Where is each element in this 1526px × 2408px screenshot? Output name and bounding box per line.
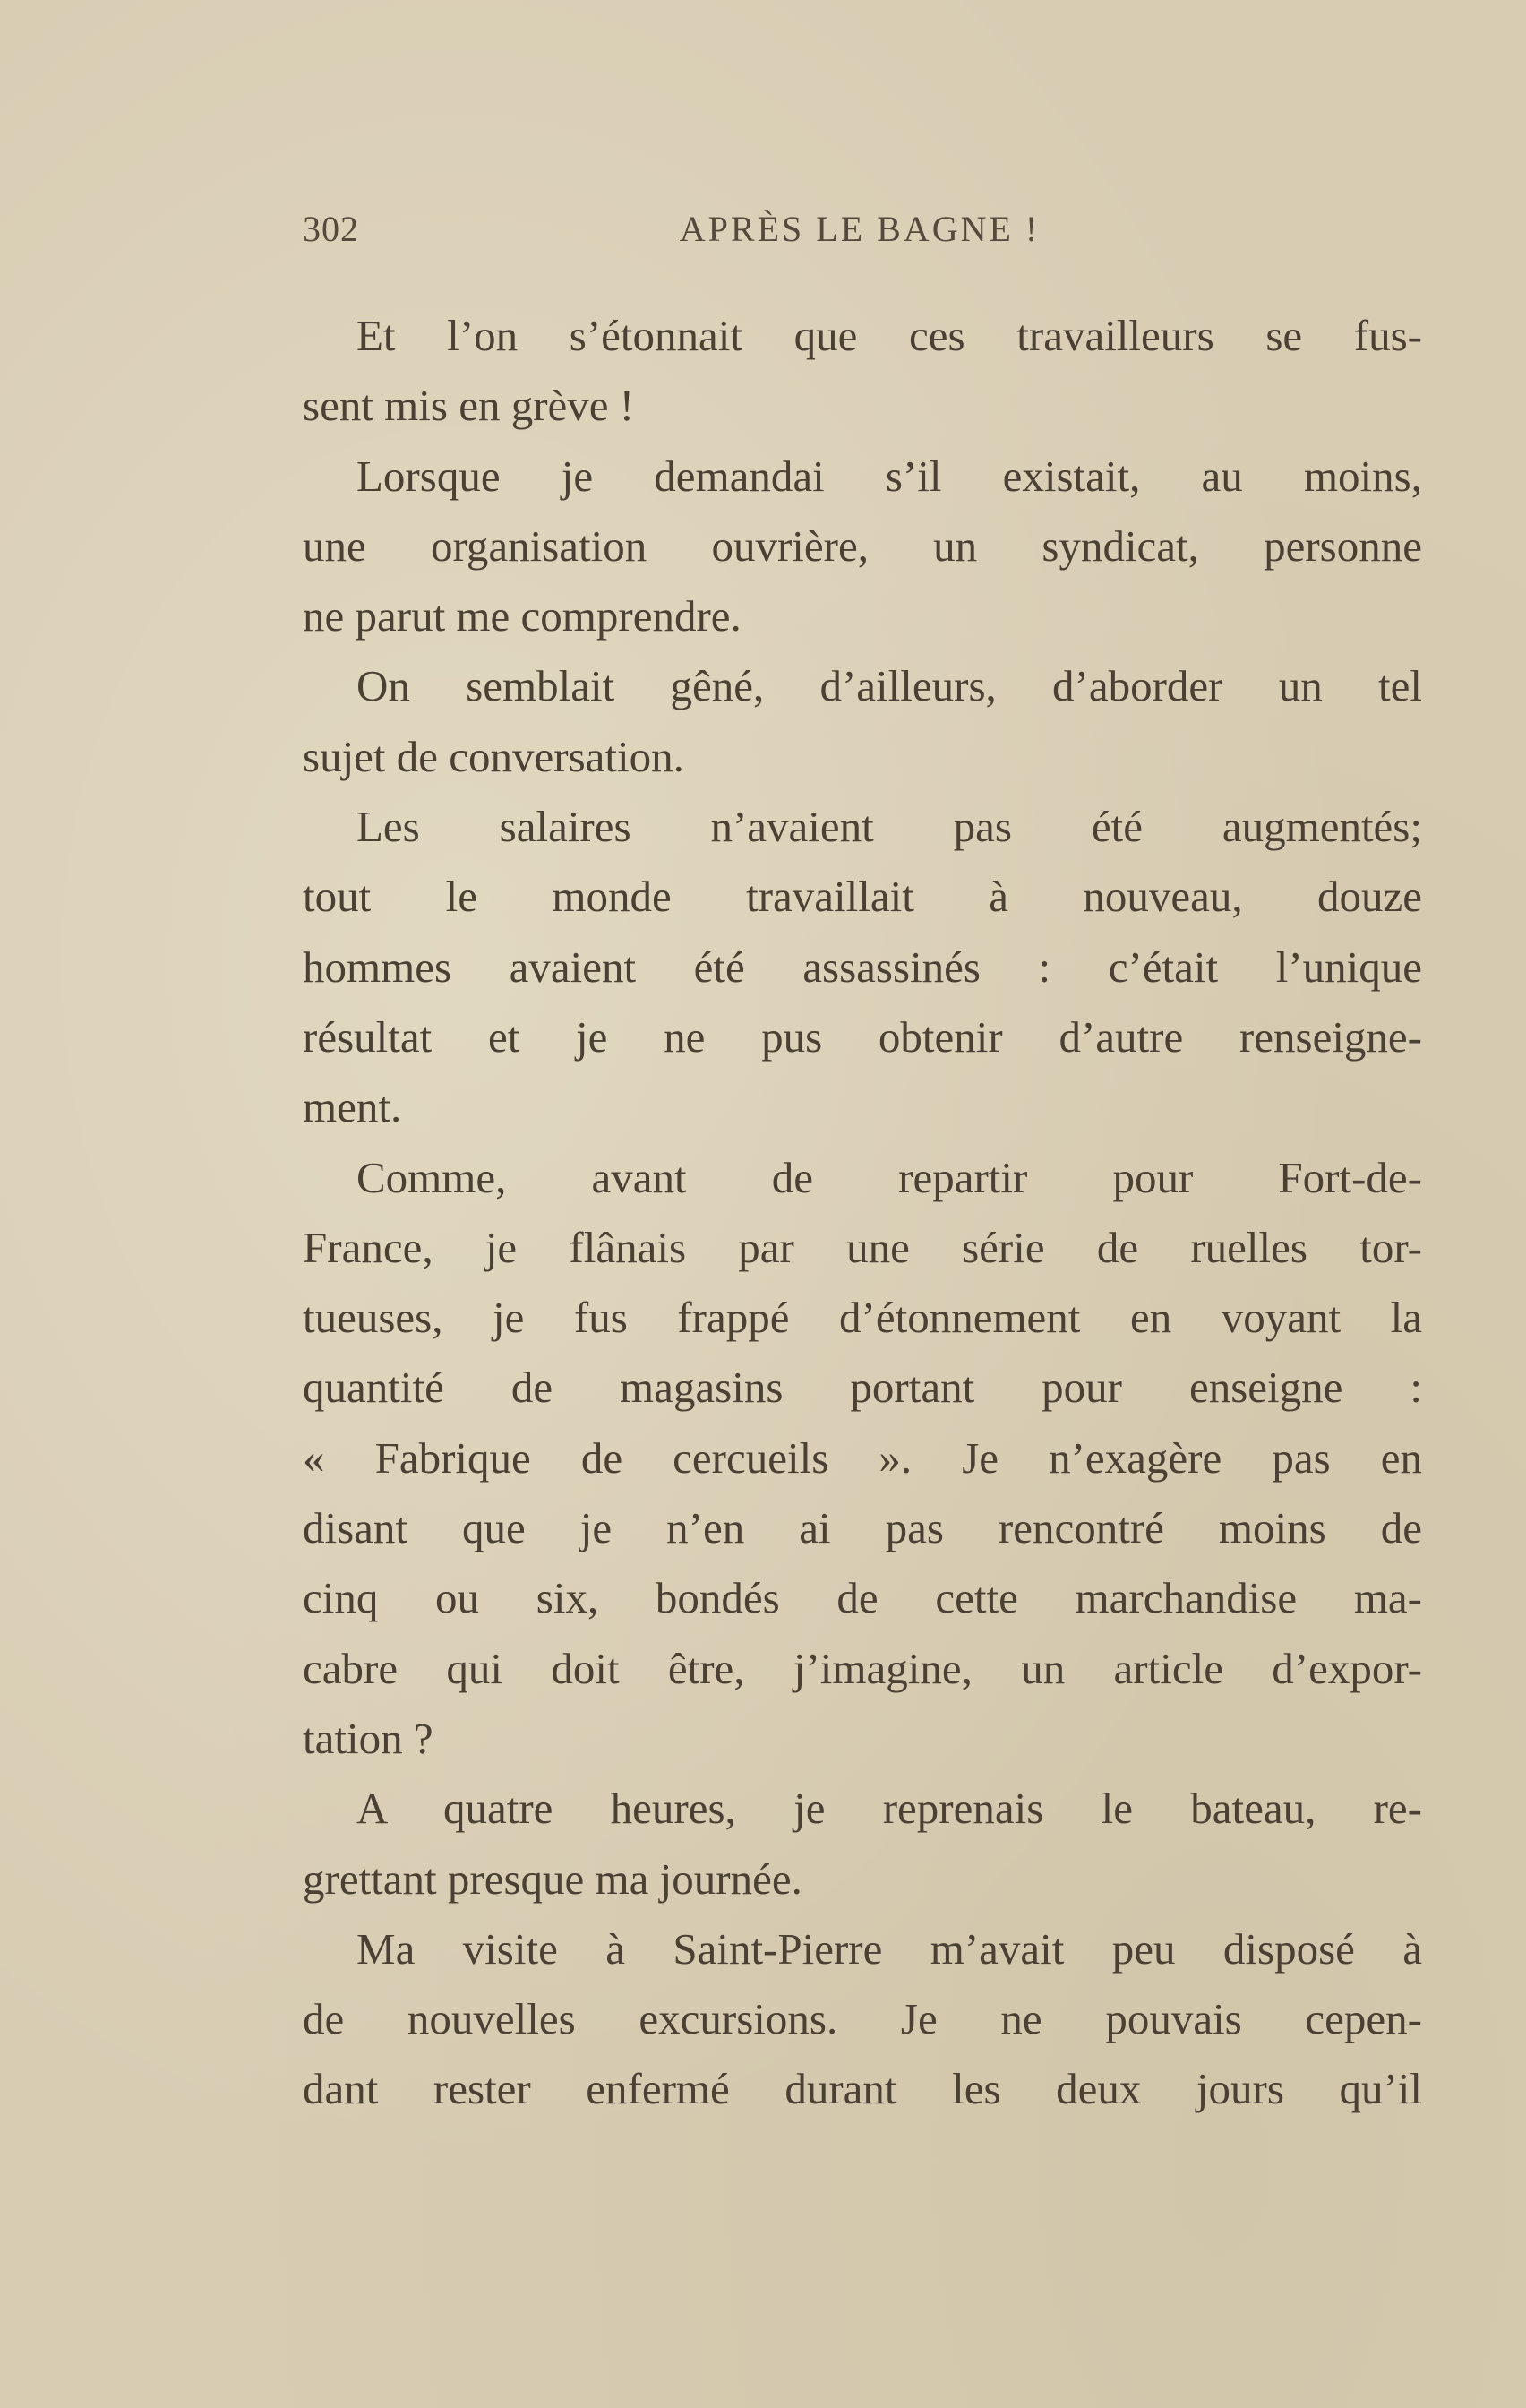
text-line xyxy=(303,371,1422,441)
text-line-content: sujet de conversation. xyxy=(303,731,684,781)
text-line xyxy=(303,1914,1422,1984)
text-line xyxy=(303,1845,1422,1914)
text-line xyxy=(303,1353,1422,1423)
text-line xyxy=(303,1072,1422,1142)
text-line xyxy=(303,1493,1422,1563)
text-line-content: Les salaires n’avaient pas été augmentés; xyxy=(356,802,1422,852)
text-line xyxy=(303,512,1422,581)
text-line xyxy=(303,301,1422,371)
text-line-content: grettant presque ma journée. xyxy=(303,1853,802,1904)
text-line-content: cinq ou six, bondés de cette marchandise ma- xyxy=(303,1573,1422,1623)
text-line-content: A quatre heures, je reprenais le bateau, re- xyxy=(356,1784,1422,1834)
text-line xyxy=(303,442,1422,512)
text-line xyxy=(303,1423,1422,1493)
text-line-content: hommes avaient été assassinés : c’était l’unique xyxy=(303,942,1422,992)
text-line xyxy=(303,792,1422,862)
body-text xyxy=(303,301,1422,2125)
text-line-content: dant rester enfermé durant les deux jours qu’il xyxy=(303,2064,1422,2114)
text-line-content: tueuses, je fus frappé d’étonnement en voyant la xyxy=(303,1293,1422,1343)
text-line-content: Et l’on s’étonnait que ces travailleurs se fus- xyxy=(356,311,1422,360)
text-line xyxy=(303,1704,1422,1774)
text-line-content: « Fabrique de cercueils ». Je n’exagère pas en xyxy=(303,1432,1422,1483)
text-line xyxy=(303,581,1422,651)
page-number: 302 xyxy=(303,209,359,249)
text-line-content: cabre qui doit être, j’imagine, un article d’expor- xyxy=(303,1643,1422,1693)
text-line xyxy=(303,651,1422,721)
text-line-content: On semblait gêné, d’ailleurs, d’aborder un tel xyxy=(356,661,1422,711)
text-line xyxy=(303,1563,1422,1633)
text-line xyxy=(303,1984,1422,2054)
text-line-content: quantité de magasins portant pour enseigne : xyxy=(303,1363,1422,1413)
text-line xyxy=(303,1143,1422,1213)
running-title: APRÈS LE BAGNE ! xyxy=(679,209,1041,249)
text-line-content: tout le monde travaillait à nouveau, douze xyxy=(303,872,1422,922)
text-line xyxy=(303,1213,1422,1283)
text-line xyxy=(303,1774,1422,1844)
text-line-content: disant que je n’en ai pas rencontré moins de xyxy=(303,1503,1422,1553)
text-line xyxy=(303,1283,1422,1353)
text-line-content: Comme, avant de repartir pour Fort-de- xyxy=(356,1152,1422,1202)
text-line xyxy=(303,1634,1422,1704)
text-line-content: France, je flânais par une série de ruelles tor- xyxy=(303,1222,1422,1272)
text-line-content: Lorsque je demandai s’il existait, au moins, xyxy=(356,451,1422,501)
text-line-content: ment. xyxy=(303,1082,402,1132)
text-line-content: une organisation ouvrière, un syndicat, personne xyxy=(303,520,1422,571)
text-line xyxy=(303,933,1422,1002)
text-line-content: Ma visite à Saint-Pierre m’avait peu disposé à xyxy=(356,1923,1422,1974)
text-line xyxy=(303,1002,1422,1072)
text-line-content: tation ? xyxy=(303,1713,433,1763)
text-line-content: ne parut me comprendre. xyxy=(303,591,742,641)
text-line-content: de nouvelles excursions. Je ne pouvais cepen- xyxy=(303,1994,1422,2044)
text-line xyxy=(303,2054,1422,2124)
text-line xyxy=(303,722,1422,792)
text-line xyxy=(303,862,1422,932)
text-line-content: sent mis en grève ! xyxy=(303,381,635,431)
text-line-content: résultat et je ne pus obtenir d’autre renseigne- xyxy=(303,1011,1422,1062)
